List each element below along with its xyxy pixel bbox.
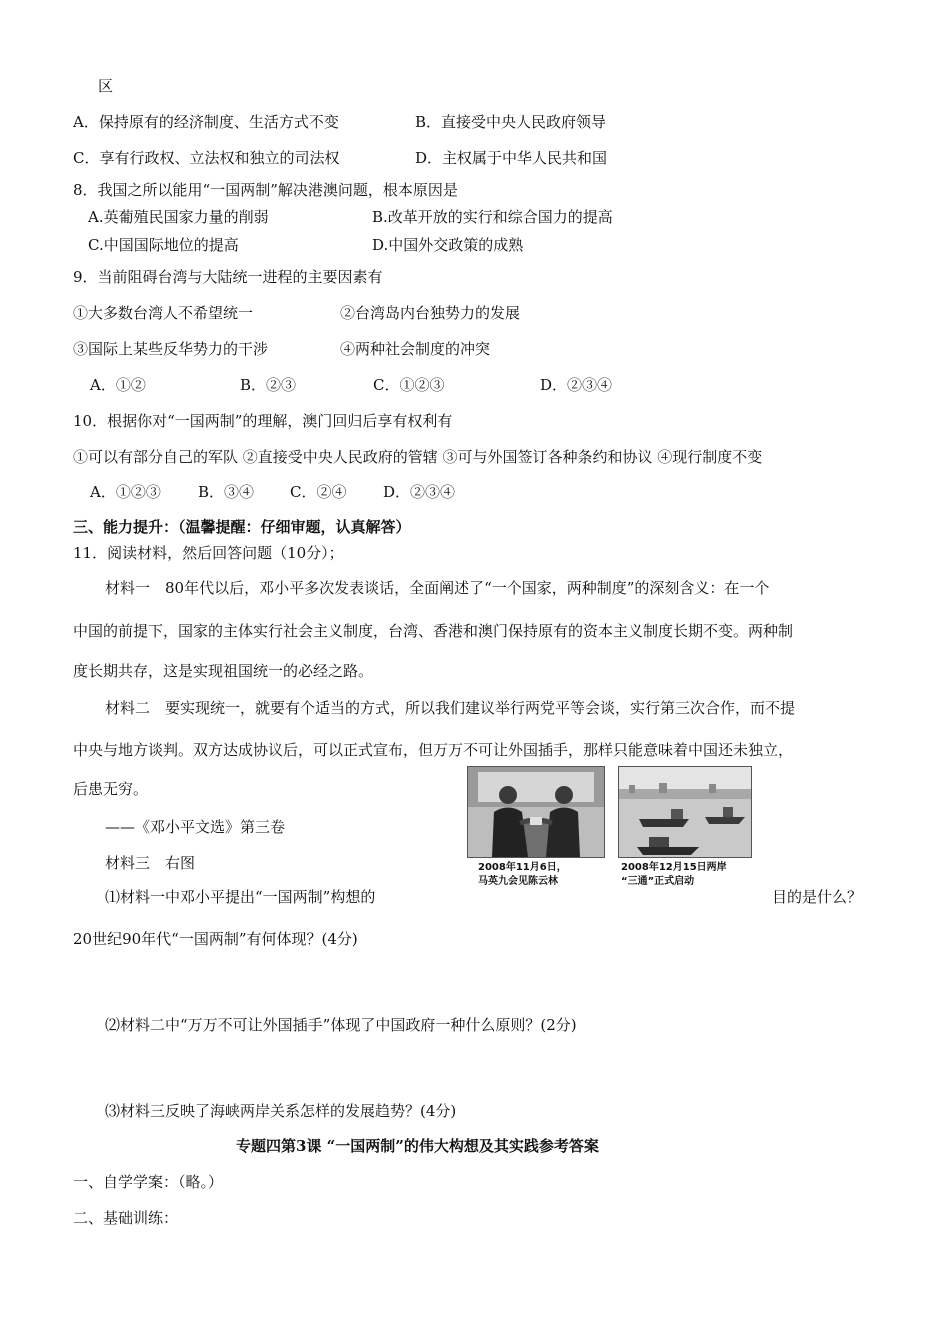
q7-option-b: B．直接受中央人民政府领导 <box>415 113 607 131</box>
material-1-line-1: 材料一 80年代以后，邓小平多次发表谈话，全面阐述了“一个国家，两种制度”的深刻含义：在一个 <box>105 579 770 597</box>
q11-sub-2: ⑵材料二中“万万不可让外国插手”体现了中国政府一种什么原则？(2分) <box>105 1016 577 1034</box>
answers-title: 专题四第3课 “一国两制”的伟大构想及其实践参考答案 <box>236 1137 599 1155</box>
q11-sub-3: ⑶材料三反映了海峡两岸关系怎样的发展趋势？(4分) <box>105 1102 457 1120</box>
q9-item-4: ④两种社会制度的冲突 <box>340 340 491 358</box>
q9-item-1: ①大多数台湾人不希望统一 <box>73 304 254 322</box>
q11-stem: 11．阅读材料，然后回答问题（10分）； <box>73 544 344 562</box>
material-2-line-1: 材料二 要实现统一，就要有个适当的方式，所以我们建议举行两党平等会谈，实行第三次合作，而不提 <box>105 699 796 717</box>
photo-1-caption-line-2: 马英九会见陈云林 <box>478 876 558 887</box>
section-3-heading: 三、能力提升：（温馨提醒：仔细审题，认真解答） <box>73 518 411 536</box>
q8-option-b: B.改革开放的实行和综合国力的提高 <box>372 208 613 226</box>
material-1-line-3: 度长期共存，这是实现祖国统一的必经之路。 <box>73 662 374 680</box>
answers-part-2: 二、基础训练： <box>73 1209 179 1227</box>
handshake-image <box>468 767 604 857</box>
q7-stem-tail: 区 <box>98 77 114 95</box>
q10-option-c: C．②④ <box>290 483 347 501</box>
q7-option-d: D．主权属于中华人民共和国 <box>415 149 608 167</box>
photo-2-caption-line-1: 2008年12月15日两岸 <box>621 862 727 873</box>
q9-option-d: D．②③④ <box>540 376 613 394</box>
q10-option-a: A．①②③ <box>90 483 161 501</box>
photo-1-caption-line-1: 2008年11月6日， <box>478 862 567 873</box>
q9-option-a: A．①② <box>90 376 146 394</box>
material-1-line-2: 中国的前提下，国家的主体实行社会主义制度，台湾、香港和澳门保持原有的资本主义制度长期不变。两种制 <box>73 622 794 640</box>
q7-option-a: A．保持原有的经济制度、生活方式不变 <box>73 113 339 131</box>
q8-option-a: A.英葡殖民国家力量的削弱 <box>88 208 269 226</box>
material-2-line-2: 中央与地方谈判。双方达成协议后，可以正式宣布，但万万不可让外国插手，那样只能意味着中国还未独立， <box>73 741 794 759</box>
material-2-line-3: 后患无穷。 <box>73 780 149 798</box>
q10-stem: 10．根据你对“一国两制”的理解，澳门回归后享有权利有 <box>73 412 453 430</box>
q10-items: ①可以有部分自己的军队 ②直接受中央人民政府的管辖 ③可与外国签订各种条约和协议 ④现行制度不变 <box>73 448 763 466</box>
q11-sub-1-part-2: 目的是什么？ <box>772 888 863 906</box>
q8-option-c: C.中国国际地位的提高 <box>88 236 239 254</box>
ships-image <box>619 767 751 857</box>
handshake-photo <box>467 766 605 858</box>
material-3-label: 材料三 右图 <box>105 854 196 872</box>
q9-option-c: C．①②③ <box>373 376 445 394</box>
q11-sub-1-part-1: ⑴材料一中邓小平提出“一国两制”构想的 <box>105 888 376 906</box>
q10-option-d: D．②③④ <box>383 483 456 501</box>
material-2-source: ——《邓小平文选》第三卷 <box>105 818 286 836</box>
q9-item-2: ②台湾岛内台独势力的发展 <box>340 304 521 322</box>
q10-option-b: B．③④ <box>198 483 255 501</box>
ships-photo <box>618 766 752 858</box>
q7-option-c: C．享有行政权、立法权和独立的司法权 <box>73 149 340 167</box>
q8-stem: 8．我国之所以能用“一国两制”解决港澳问题，根本原因是 <box>73 181 458 199</box>
photo-2-caption-line-2: “三通”正式启动 <box>621 876 695 887</box>
q9-item-3: ③国际上某些反华势力的干涉 <box>73 340 269 358</box>
q8-option-d: D.中国外交政策的成熟 <box>372 236 524 254</box>
q11-sub-1-line-2: 20世纪90年代“一国两制”有何体现？(4分) <box>73 930 358 948</box>
answers-part-1: 一、自学学案：（略。） <box>73 1173 224 1191</box>
q9-stem: 9．当前阻碍台湾与大陆统一进程的主要因素有 <box>73 268 383 286</box>
q9-option-b: B．②③ <box>240 376 297 394</box>
